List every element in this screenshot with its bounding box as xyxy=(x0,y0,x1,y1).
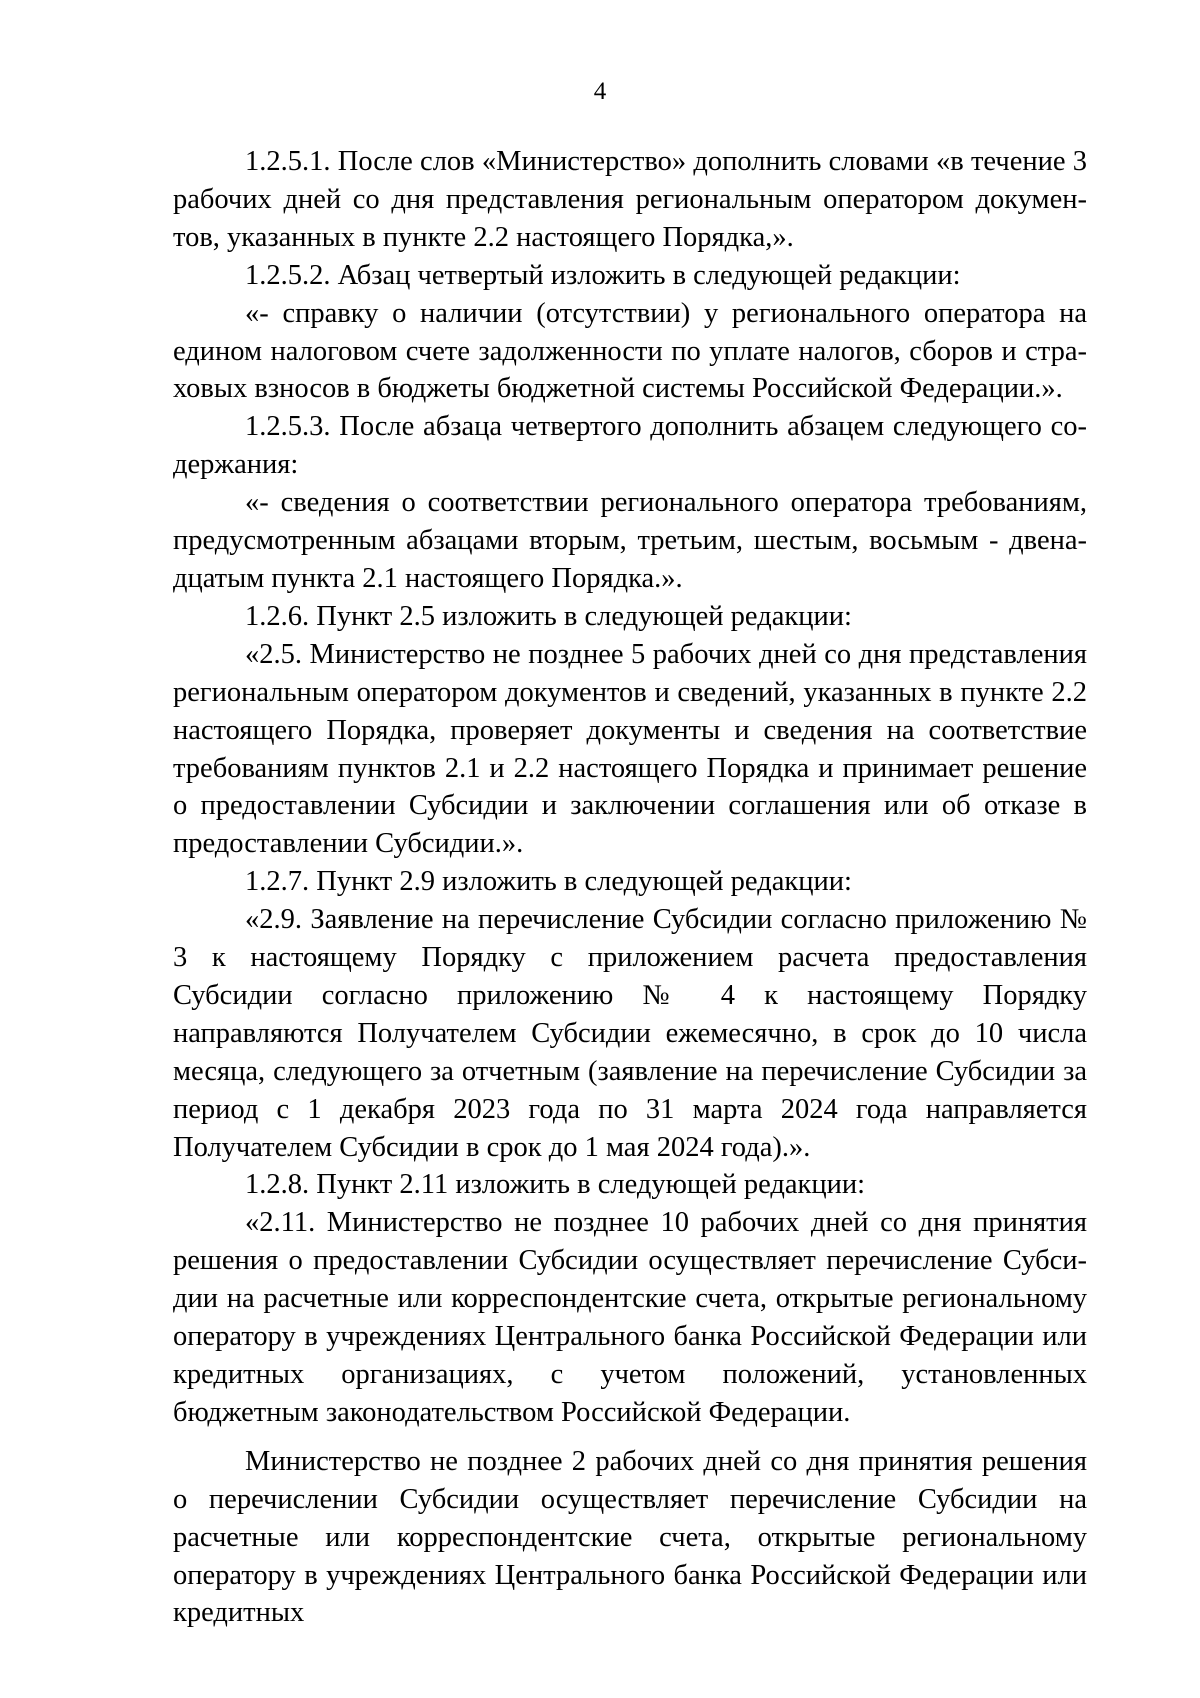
paragraph-quote-2-11: «2.11. Министерство не позднее 10 рабочих дней со дня принятия решения о предоставлении Субсидии осуществляет перечисление Субсидии на расчетные или корреспондентские счета, открытые региональному оператору в учреждениях Центрального банка Российской Федерации или кредитных организациях, с учетом положений, установленных бюджетным законодательством Российской Федерации. xyxy=(173,1207,1087,1428)
paragraph-quote-compliance-info: «- сведения о соответствии регионального оператора требованиям, предусмотренным абзацами вторым, третьим, шестым, восьмым - двенадцатым пункта 2.1 настоящего Порядка.». xyxy=(173,487,1087,594)
paragraph-1-2-8: 1.2.8. Пункт 2.11 изложить в следующей редакции: xyxy=(245,1169,866,1201)
paragraph-1-2-5-3: 1.2.5.3. После абзаца четвертого дополнить абзацем следующего содержания: xyxy=(173,411,1087,481)
page-number: 4 xyxy=(593,78,607,105)
paragraph-1-2-7: 1.2.7. Пункт 2.9 изложить в следующей редакции: xyxy=(245,866,852,898)
paragraph-1-2-5-2: 1.2.5.2. Абзац четвертый изложить в следующей редакции: xyxy=(245,259,961,291)
paragraph-quote-2-9: «2.9. Заявление на перечисление Субсидии согласно приложению № 3 к настоящему Порядку с приложением расчета предоставления Субсидии согласно приложению № 4 к настоящему Порядку направляются Получателем Субсидии ежемесячно, в срок до 10 числа месяца, следующего за отчетным (заявление на перечисление Субсидии за период с 1 декабря 2023 года по 31 марта 2024 года направляется Получателем Субсидии в срок до 1 мая 2024 года).». xyxy=(173,904,1087,1163)
document-body xyxy=(173,143,1087,1632)
paragraph-1-2-5-1: 1.2.5.1. После слов «Министерство» дополнить словами «в течение 3 рабочих дней со дня представления региональным оператором документов, указанных в пункте 2.2 настоящего Порядка,». xyxy=(173,146,1087,253)
paragraph-1-2-6: 1.2.6. Пункт 2.5 изложить в следующей редакции: xyxy=(245,600,852,632)
paragraph-ministry-transfer: Министерство не позднее 2 рабочих дней со дня принятия решения о перечислении Субсидии осуществляет перечисление Субсидии на расчетные или корреспондентские счета, открытые региональному оператору в учреждениях Центрального банка Российской Федерации или кредитных xyxy=(173,1445,1087,1629)
paragraph-quote-tax-certificate: «- справку о наличии (отсутствии) у регионального оператора на едином налоговом счете задолженности по уплате налогов, сборов и страховых взносов в бюджеты бюджетной системы Российской Федерации.». xyxy=(173,297,1087,405)
paragraph-quote-2-5: «2.5. Министерство не позднее 5 рабочих дней со дня представления региональным оператором документов и сведений, указанных в пункте 2.2 настоящего Порядка, проверяет документы и сведения на соответствие требованиям пунктов 2.1 и 2.2 настоящего Порядка и принимает решение о предоставлении Субсидии и заключении соглашения или об отказе в предоставлении Субсидии.». xyxy=(173,638,1087,860)
